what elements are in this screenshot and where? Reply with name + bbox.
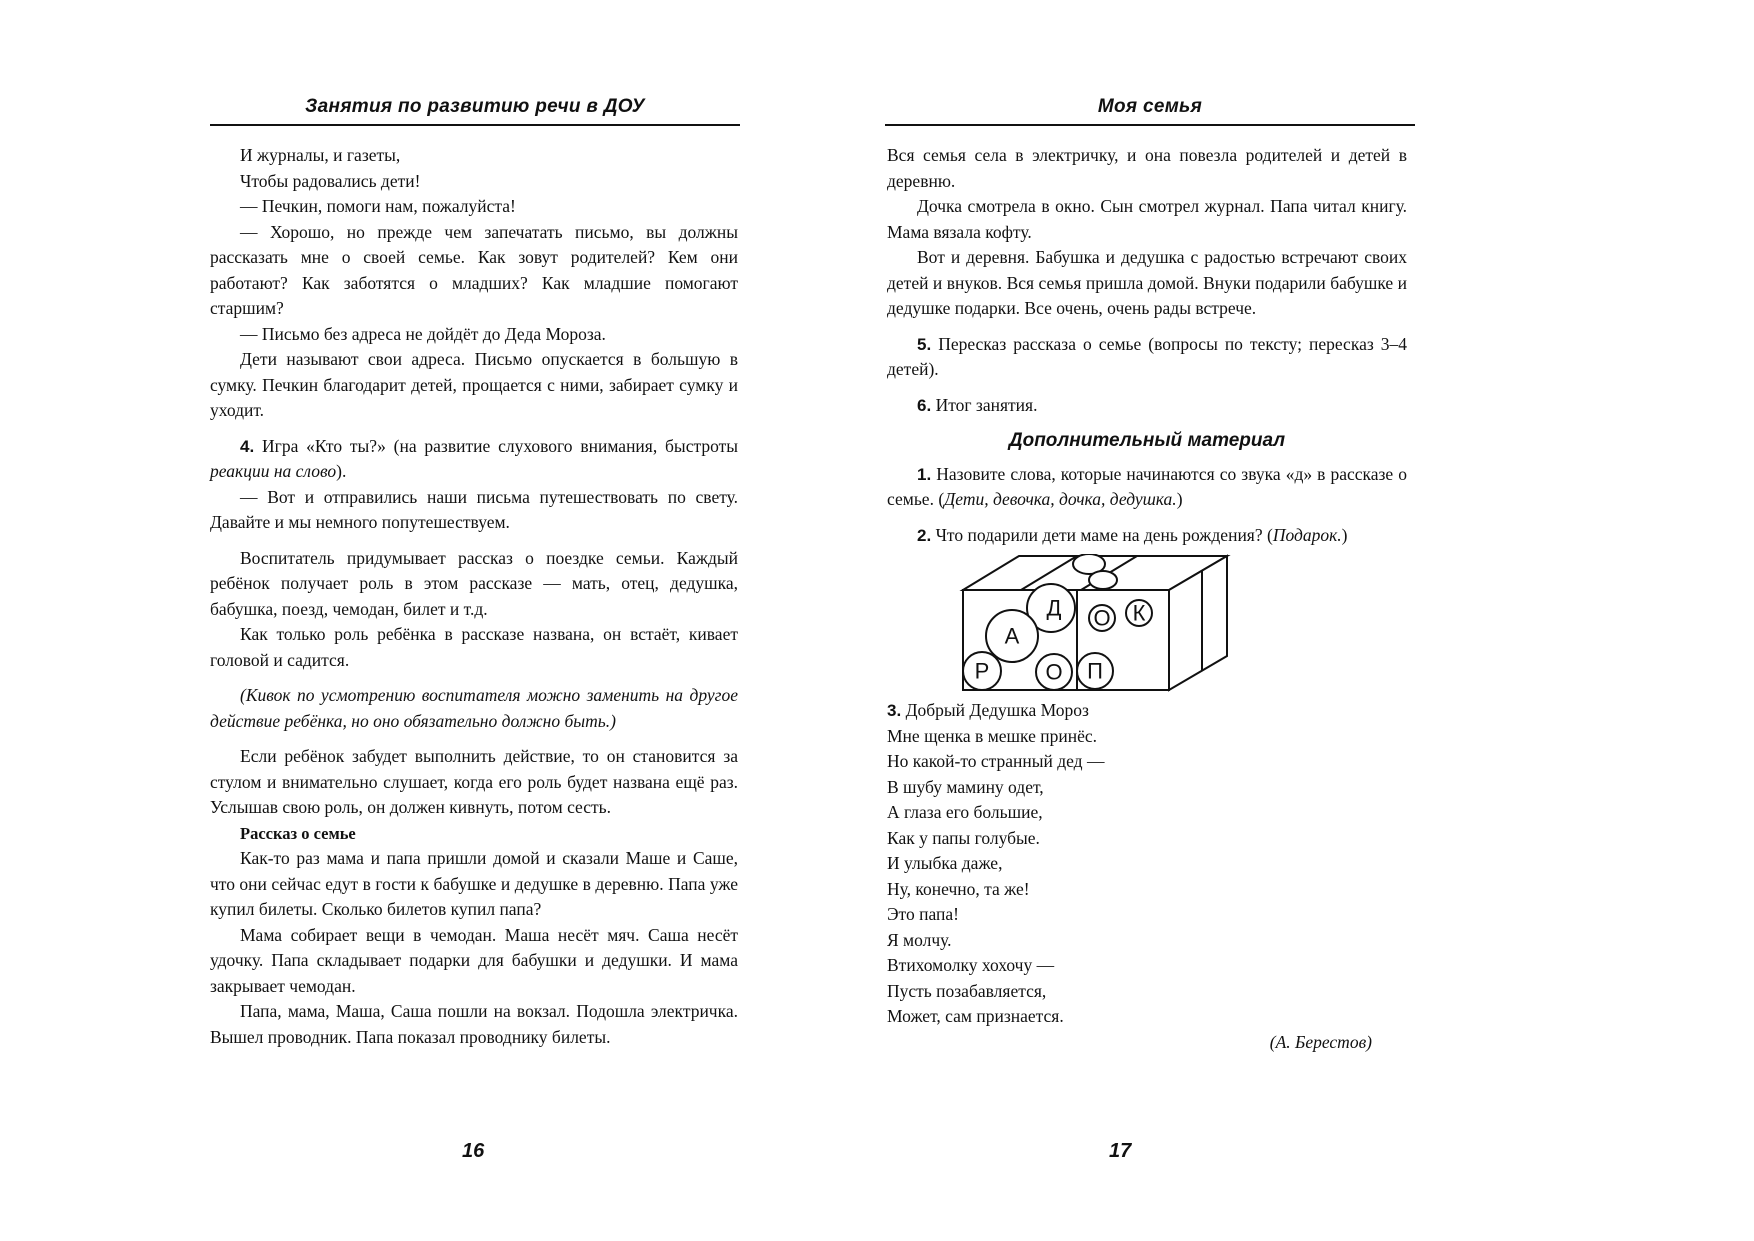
paragraph: Вот и деревня. Бабушка и дедушка с радостью встречают своих детей и внуков. Вся семья пришла домой. Внуки подарили бабушке и дедушке подарки. Все очень, очень рады встрече. [887, 247, 1407, 318]
page-number-right: 17 [1109, 1140, 1132, 1162]
extra-item-1 [887, 462, 1407, 513]
gift-letter: О [1045, 659, 1063, 685]
item-text: Игра «Кто ты?» (на развитие слухового внимания, быстроты [262, 435, 738, 456]
item-number: 4. [240, 436, 255, 456]
poem-line: Это папа! [887, 904, 959, 924]
right-page [877, 0, 1754, 1241]
page-number-left: 16 [462, 1140, 485, 1162]
right-head-rule [885, 124, 1415, 126]
poem-line: А глаза его большие, [887, 802, 1043, 822]
story-paragraph: Папа, мама, Маша, Саша пошли на вокзал. Подошла электричка. Вышел проводник. Папа показал проводнику билеты. [210, 1001, 738, 1047]
item-text: Что подарили дети маме на день рождения? ( [935, 524, 1273, 545]
paragraph: И журналы, и газеты, [240, 145, 401, 165]
item-number: 3. [887, 701, 902, 720]
poem-author: (А. Берестов) [1269, 1031, 1372, 1052]
paragraph: — Печкин, помоги нам, пожалуйста! [240, 196, 516, 216]
story-paragraph: Как-то раз мама и папа пришли домой и сказали Маше и Саше, что они сейчас едут в гости к бабушке и дедушке в деревню. Папа уже купил билеты. Сколько билетов купил папа? [210, 848, 738, 919]
right-body-text [887, 143, 1407, 1055]
item-number: 6. [917, 395, 932, 415]
paragraph: Чтобы радовались дети! [240, 170, 421, 191]
gift-box-illustration [957, 554, 1237, 694]
paragraph: Как только роль ребёнка в рассказе названа, он встаёт, кивает головой и садится. [210, 624, 738, 670]
paragraph: — Письмо без адреса не дойдёт до Деда Мороза. [240, 323, 606, 344]
item-text-end: ). [336, 461, 347, 481]
poem-line: В шубу мамину одет, [887, 776, 1044, 797]
poem-line: Втихомолку хохочу — [887, 955, 1055, 975]
paragraph: Дети называют свои адреса. Письмо опускается в большую в сумку. Печкин благодарит детей, прощается с ними, забирает сумку и уходит. [210, 349, 738, 420]
poem-line: Мне щенка в мешке принёс. [887, 725, 1097, 746]
extra-material-title: Дополнительный материал [1008, 430, 1286, 451]
item-number: 2. [917, 525, 932, 545]
paragraph: — Хорошо, но прежде чем запечатать письмо, вы должны рассказать мне о своей семье. Как зовут родителей? Кем они работают? Как заботятся о младших? Как младшие помогают старшим? [210, 221, 738, 318]
poem-line: Пусть позабавляется, [887, 980, 1047, 1001]
item-number: 1. [917, 464, 932, 484]
item-5 [887, 332, 1407, 383]
paragraph: Дочка смотрела в окно. Сын смотрел журнал. Папа читал книгу. Мама вязала кофту. [887, 196, 1407, 242]
paragraph: Вся семья села в электричку, и она повезла родителей и детей в деревню. [887, 145, 1407, 191]
poem-line: Но какой-то странный дед — [887, 751, 1105, 771]
right-running-head: Моя семья [1097, 96, 1203, 117]
gift-letter: О [1093, 605, 1111, 631]
item-answer: Подарок. [1272, 524, 1342, 545]
story-paragraph: Мама собирает вещи в чемодан. Маша несёт мяч. Саша несёт удочку. Папа складывает подарки для бабушки и дедушки. И мама закрывает чемодан. [210, 924, 738, 996]
item-6 [887, 393, 1407, 419]
left-head-rule [210, 124, 740, 126]
poem-line: Ну, конечно, та же! [887, 878, 1030, 899]
left-running-head: Занятия по развитию речи в ДОУ [305, 96, 645, 117]
poem-line: Как у папы голубые. [887, 827, 1040, 848]
item-text-italic: реакции на слово [210, 461, 337, 481]
extra-item-2 [887, 523, 1407, 549]
gift-letter: А [1004, 623, 1020, 649]
paragraph: — Вот и отправились наши письма путешествовать по свету. Давайте и мы немного попутешествуем. [210, 486, 738, 532]
poem [887, 698, 1407, 1055]
gift-letter: Д [1046, 595, 1062, 621]
item-end: ) [1176, 489, 1183, 509]
story-title: Рассказ о семье [240, 823, 356, 843]
gift-letter: Р [974, 658, 990, 684]
item-text: Назовите слова, которые начинаются со звука «д» в рассказе о семье. ( [887, 463, 1408, 509]
poem-line: Может, сам признается. [887, 1006, 1064, 1026]
gift-bow [1089, 571, 1117, 589]
gift-letter: П [1087, 658, 1103, 684]
poem-line: 3. Добрый Дедушка Мороз [887, 700, 1089, 720]
note: (Кивок по усмотрению воспитателя можно заменить на другое действие ребёнка, но оно обязательно должно быть.) [210, 685, 738, 731]
poem-line: Я молчу. [887, 929, 952, 950]
paragraph: Если ребёнок забудет выполнить действие, то он становится за стулом и внимательно слушает, когда его роль будет названа ещё раз. Услышав свою роль, он должен кивнуть, потом сесть. [210, 746, 738, 817]
gift-letter: К [1132, 600, 1146, 626]
poem-line: И улыбка даже, [887, 853, 1003, 873]
item-4 [210, 434, 738, 485]
left-body-text [210, 143, 738, 1050]
item-number: 5. [917, 334, 932, 354]
item-text: Итог занятия. [935, 394, 1038, 415]
item-text: Пересказ рассказа о семье (вопросы по тексту; пересказ 3–4 детей). [887, 333, 1407, 379]
paragraph: Воспитатель придумывает рассказ о поездке семьи. Каждый ребёнок получает роль в этом рассказе — мать, отец, дедушка, бабушка, поезд, чемодан, билет и т.д. [210, 547, 738, 619]
item-end: ) [1341, 524, 1348, 545]
item-answer: Дети, девочка, дочка, дедушка. [944, 489, 1177, 509]
